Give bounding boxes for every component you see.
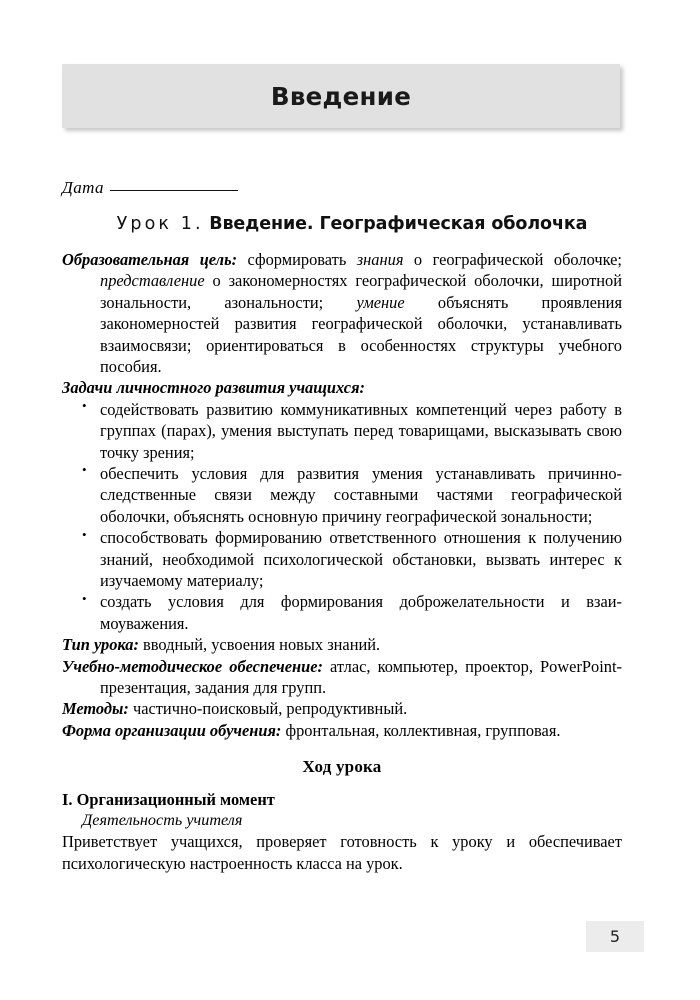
- resources-line: [62, 656, 622, 699]
- objectives-text-1: сформировать: [237, 249, 357, 269]
- educational-objectives-label: Образовательная цель:: [62, 249, 238, 269]
- educational-objectives: [62, 249, 622, 377]
- list-item: • содействовать развитию коммуникативных компетенций через работу в группах (парах), умения выступать перед товарищами, высказывать свою точку зрения;: [62, 399, 622, 463]
- tasks-label: [62, 377, 622, 398]
- methods-label: Методы:: [62, 699, 129, 719]
- tasks-label-text: Задачи личностного развития учащихся:: [62, 378, 365, 398]
- objectives-emphasis-1: знания: [356, 249, 404, 269]
- objectives-text-4: объяснять проявления закономерностей развития географической оболочки, устанавливать взаимосвязи; ориентироваться в особенностях структуры учебного пособия.: [100, 292, 622, 376]
- section-banner-title: Введение: [270, 81, 412, 111]
- resources-value: атлас, компьютер, проектор, PowerPoint-презентация, задания для групп.: [100, 656, 622, 697]
- organization-label: Форма организации обучения:: [62, 720, 282, 740]
- methods-value: частично-поисковый, репродуктивный.: [128, 699, 408, 719]
- date-label: Дата: [62, 178, 104, 197]
- list-item: • обеспечить условия для развития умения устанавливать причинно-следственные связи между составными частями географической оболочки, объяснять основную причину географической зональности;: [62, 463, 622, 527]
- stage-1-title: I. Организационный момент: [62, 790, 275, 810]
- resources-label: Учебно-методическое обеспечение:: [62, 656, 323, 676]
- objectives-text-3: о закономерностях географической оболочки, широтной зональности, азональности;: [100, 271, 622, 312]
- objectives-emphasis-3: умение: [356, 292, 405, 312]
- document-content: [62, 178, 622, 874]
- stage-1-body: Приветствует учащихся, проверяет готовность к уроку и обеспечивает психологическую настроенность класса на урок.: [62, 832, 622, 873]
- objectives-text-2: о географической оболочке;: [403, 249, 622, 269]
- lesson-title: [62, 214, 622, 236]
- methods-line: [62, 698, 622, 719]
- page-number: 5: [609, 927, 621, 946]
- date-line: [62, 178, 622, 198]
- objectives-emphasis-2: представление: [100, 271, 205, 291]
- lesson-number: Урок 1.: [116, 214, 204, 234]
- lesson-type-line: [62, 634, 622, 655]
- organization-line: [62, 720, 622, 741]
- organization-value: фронтальная, коллективная, групповая.: [281, 720, 561, 740]
- list-item: • создать условия для формирования доброжелательности и взаимоуважения.: [62, 591, 622, 634]
- course-heading: Ход урока: [302, 757, 382, 777]
- tasks-list: [62, 399, 622, 634]
- stage-1-subtitle: Деятельность учителя: [82, 811, 243, 830]
- list-item: • способствовать формированию ответственного отношения к получению знаний, необходимой психологической обстановки, вызвать интерес к изучаемому материалу;: [62, 527, 622, 591]
- lesson-name: Введение. Географическая оболочка: [209, 214, 588, 234]
- lesson-type-label: Тип урока:: [62, 635, 139, 655]
- section-banner: [62, 64, 620, 128]
- page-number-box: [586, 921, 644, 952]
- date-blank-rule: [110, 189, 238, 191]
- lesson-type-value: вводный, усвоения новых знаний.: [138, 635, 381, 655]
